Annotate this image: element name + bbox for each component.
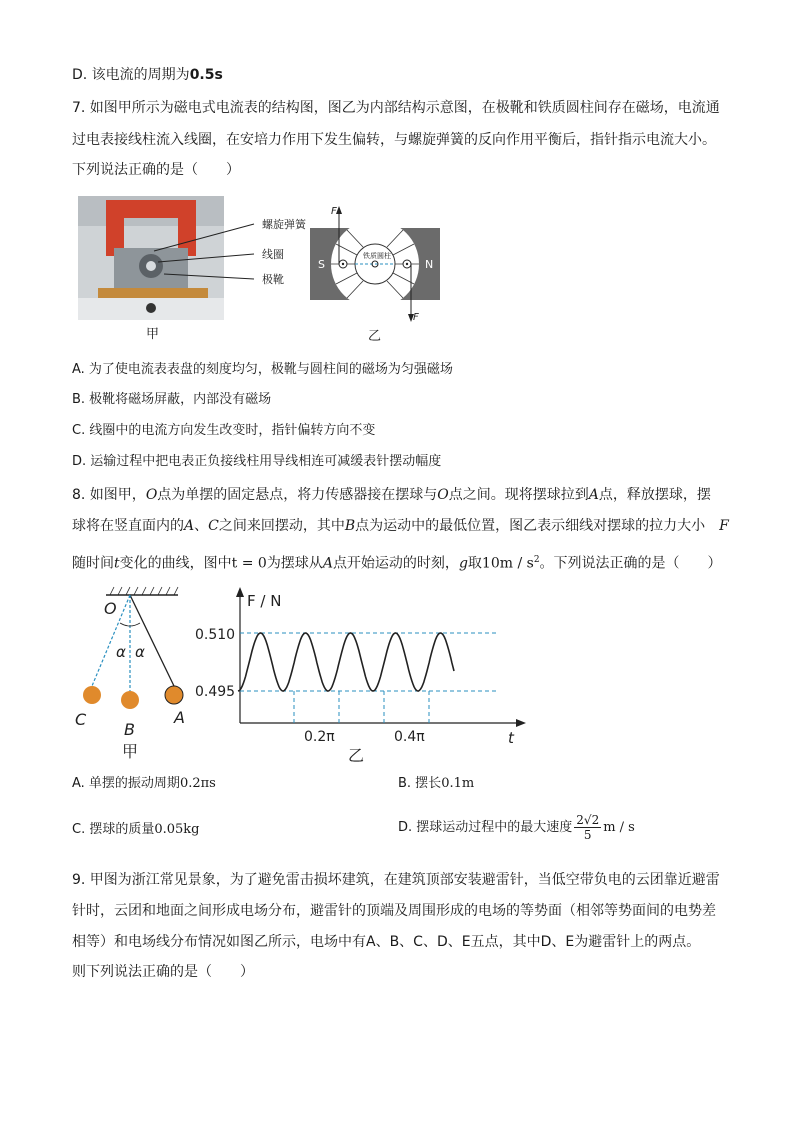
q7-option-d: D. 运输过程中把电表正负接线柱用导线相连可减缓表针摆动幅度 [72, 454, 442, 469]
q8-chart-ft [190, 583, 530, 768]
y-tick-0495: 0.495 [195, 684, 236, 700]
y-axis-label: F / N [247, 592, 282, 610]
q9-stem-line-2: 针时，云团和地面之间形成电场分布，避雷针的顶端及周围形成的电场的等势面（相邻等势面间的电势差 [72, 903, 716, 919]
label-o: O [104, 599, 117, 618]
label-force-bottom: F [413, 312, 419, 323]
x-tick-04pi: 0.4π [394, 729, 425, 745]
q7-option-c: C. 线圈中的电流方向发生改变时，指针偏转方向不变 [72, 423, 376, 438]
series-f-curve [238, 633, 454, 691]
q9-stem-line-3: 相等）和电场线分布情况如图乙所示，电场中有A、B、C、D、E五点，其中D、E为避雷针上的两点。 [72, 934, 701, 950]
q8-option-d: D. 摆球运动过程中的最大速度 2√2 5 m / s [398, 813, 635, 842]
q7-stem-line-3: 下列说法正确的是（ ） [72, 162, 240, 178]
q8-option-c: C. 摆球的质量0.05kg [72, 822, 200, 837]
label-coil: 线圈 [262, 248, 284, 261]
q8-stem-line-1: 8. 如图甲，O点为单摆的固定悬点，将力传感器接在摆球与O点之间。现将摆球拉到A点，释放摆球，摆 [72, 487, 711, 503]
label-alpha-left: α [116, 643, 126, 661]
q8-stem-line-3: 随时间t变化的曲线，图中t = 0为摆球从A点开始运动的时刻，g取$10m / s^2$。下列说法正确的是（ ） [72, 555, 722, 572]
ball-a [165, 686, 183, 704]
q6-option-d: D. 该电流的周期为0.5s [72, 67, 223, 83]
q7-fig-jia-caption: 甲 [146, 327, 160, 342]
label-spring: 螺旋弹簧 [262, 218, 306, 231]
fraction: 2√2 5 [576, 813, 600, 842]
q7-fig-yi-caption: 乙 [368, 329, 382, 344]
y-tick-0510: 0.510 [195, 627, 236, 643]
label-iron-core: 铁质圆柱 [363, 252, 391, 260]
label-force-top: F [331, 206, 337, 217]
label-pole-n: N [425, 258, 434, 271]
ball-b [121, 691, 139, 709]
label-alpha-right: α [135, 643, 145, 661]
q8-fig-jia-caption: 甲 [122, 742, 139, 761]
q7-option-a: A. 为了使电流表表盘的刻度均匀，极靴与圆柱间的磁场为匀强磁场 [72, 362, 453, 377]
label-pole-shoe: 极靴 [262, 273, 284, 286]
q8-fig-yi-caption: 乙 [348, 746, 365, 765]
q7-stem-line-2: 过电表接线柱流入线圈，在安培力作用下发生偏转，与螺旋弹簧的反向作用平衡后，指针指示电流大小。 [72, 132, 716, 148]
q8-option-a: A. 单摆的振动周期0.2πs [72, 776, 216, 791]
x-axis-label: t [508, 729, 514, 747]
label-a: A [174, 708, 185, 727]
label-b: B [124, 720, 135, 739]
q9-stem-line-4: 则下列说法正确的是（ ） [72, 964, 254, 980]
q9-stem-line-1: 9. 甲图为浙江常见景象，为了避免雷击损坏建筑，在建筑顶部安装避雷针，当低空带负电的云团靠近避雷 [72, 872, 720, 888]
q8-figure-jia [70, 583, 200, 765]
q8-stem-line-2: 球将在竖直面内的A、C之间来回摆动，其中B点为运动中的最低位置，图乙表示细线对摆球的拉力大小 F [72, 518, 729, 534]
ball-c [83, 686, 101, 704]
label-pole-s: S [318, 258, 325, 271]
label-c: C [75, 710, 87, 729]
q7-stem-line-1: 7. 如图甲所示为磁电式电流表的结构图，图乙为内部结构示意图，在极靴和铁质圆柱间存在磁场，电流通 [72, 100, 720, 116]
q7-option-b: B. 极靴将磁场屏蔽，内部没有磁场 [72, 392, 272, 407]
q7-figure-jia [78, 196, 306, 336]
q7-figure-yi [305, 200, 445, 325]
q8-option-b: B. 摆长0.1m [398, 776, 475, 791]
x-tick-02pi: 0.2π [304, 729, 335, 745]
